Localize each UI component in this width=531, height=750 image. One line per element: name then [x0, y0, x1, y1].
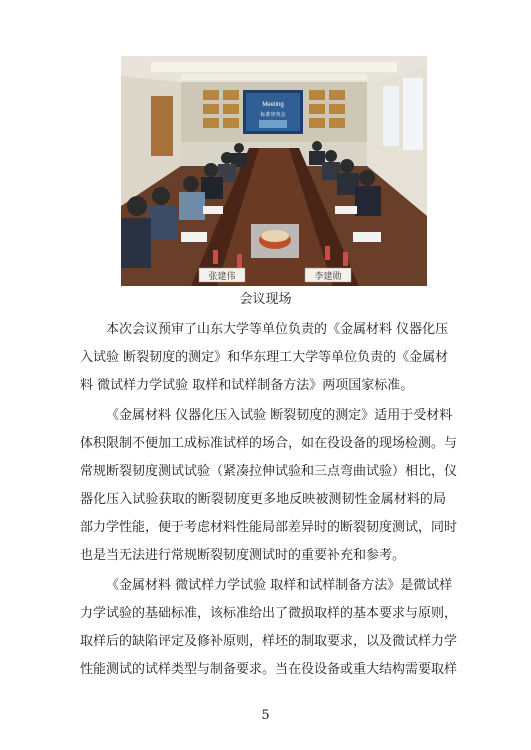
paragraph-line: 常规断裂韧度测试试验（紧凑拉伸试验和三点弯曲试验）相比，仪	[80, 464, 458, 479]
paragraph-line: 性能测试的试样类型与制备要求。当在役设备或重大结构需要取样	[80, 662, 458, 677]
screen-subtitle: 标准审查会	[260, 112, 286, 118]
paragraph-line: 体积限制不便加工成标准试样的场合，如在役设备的现场检测。与	[80, 436, 458, 451]
paragraph-line: 取样后的缺陷评定及修补原则，样坯的制取要求，以及微试样力学	[80, 634, 458, 649]
paragraph-2	[80, 402, 458, 570]
paragraph-1	[80, 316, 449, 400]
paragraph-line: 也是当无法进行常规断裂韧度测试时的重要补充和参考。	[80, 548, 406, 563]
paragraph-line: 本次会议预审了山东大学等单位负责的《金属材料 仪器化压	[106, 322, 449, 337]
nameplate-right: 李建勋	[314, 272, 342, 282]
nameplate-left: 张建伟	[208, 272, 236, 282]
paragraph-line: 《金属材料 仪器化压入试验 断裂韧度的测定》适用于受材料	[106, 408, 453, 423]
paragraph-line: 料 微试样力学试验 取样和试样制备方法》两项国家标准。	[80, 378, 414, 393]
paragraph-line: 部力学性能，便于考虑材料性能局部差异时的断裂韧度测试，同时	[80, 520, 458, 535]
paragraph-line: 《金属材料 微试样力学试验 取样和试样制备方法》是微试样	[106, 578, 453, 593]
paragraph-line: 入试验 断裂韧度的测定》和华东理工大学等单位负责的《金属材	[80, 350, 449, 365]
paragraph-line: 力学试验的基础标准，该标准给出了微损取样的基本要求与原则，	[80, 606, 458, 621]
paragraph-line: 器化压入试验获取的断裂韧度更多地反映被测韧性金属材料的局	[80, 492, 446, 507]
meeting-photo	[121, 56, 427, 286]
screen-title: Meeting	[262, 102, 284, 108]
photo-caption: 会议现场	[239, 292, 292, 307]
paragraph-3	[80, 572, 458, 684]
page-number: 5	[261, 708, 270, 723]
